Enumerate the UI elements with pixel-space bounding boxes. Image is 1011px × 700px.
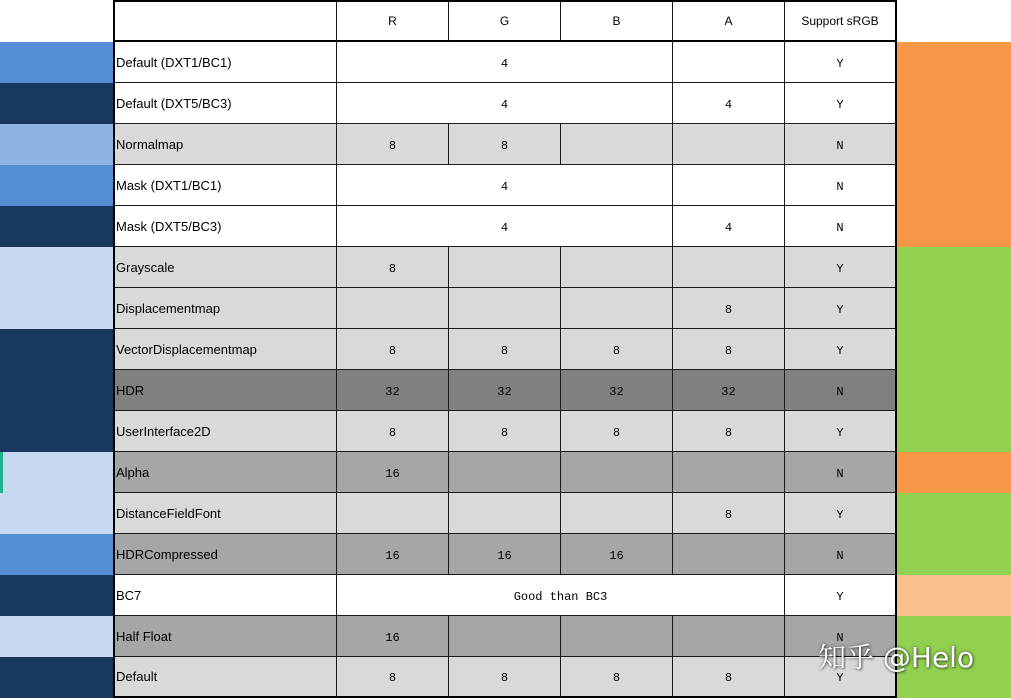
cell-support-srgb: Y bbox=[785, 42, 897, 83]
cell-g: 32 bbox=[449, 370, 561, 411]
cell-r: 16 bbox=[337, 452, 449, 493]
row-left-swatch bbox=[0, 288, 113, 329]
cell-b: 16 bbox=[561, 534, 673, 575]
row-right-swatch bbox=[897, 575, 1011, 616]
cell-b: 8 bbox=[561, 657, 673, 698]
row-right-swatch bbox=[897, 452, 1011, 493]
cell-a bbox=[673, 124, 785, 165]
row-right-swatch bbox=[897, 370, 1011, 411]
cell-g: 8 bbox=[449, 411, 561, 452]
row-left-swatch bbox=[0, 452, 113, 493]
cell-a bbox=[673, 42, 785, 83]
cell-g bbox=[449, 493, 561, 534]
row-right-swatch bbox=[897, 288, 1011, 329]
watermark: 知乎 @Helo bbox=[818, 641, 975, 674]
cell-support-srgb: N bbox=[785, 616, 897, 657]
row-right-swatch bbox=[897, 247, 1011, 288]
cell-rgba-merged: Good than BC3 bbox=[337, 575, 785, 616]
cell-r: 16 bbox=[337, 534, 449, 575]
cell-support-srgb: Y bbox=[785, 493, 897, 534]
cell-a bbox=[673, 247, 785, 288]
cell-b bbox=[561, 452, 673, 493]
cell-support-srgb: N bbox=[785, 452, 897, 493]
header-left-swatch bbox=[0, 0, 113, 42]
cell-r: 8 bbox=[337, 657, 449, 698]
cell-b bbox=[561, 288, 673, 329]
row-right-swatch bbox=[897, 329, 1011, 370]
cell-r: 8 bbox=[337, 247, 449, 288]
cell-support-srgb: Y bbox=[785, 575, 897, 616]
row-left-swatch bbox=[0, 165, 113, 206]
cell-a: 8 bbox=[673, 411, 785, 452]
row-label: DistanceFieldFont bbox=[113, 493, 337, 534]
cell-marker bbox=[0, 452, 3, 493]
cell-r: 8 bbox=[337, 124, 449, 165]
cell-support-srgb: Y bbox=[785, 411, 897, 452]
row-label: HDR bbox=[113, 370, 337, 411]
cell-support-srgb: N bbox=[785, 370, 897, 411]
row-label: Alpha bbox=[113, 452, 337, 493]
cell-g bbox=[449, 452, 561, 493]
row-label: Half Float bbox=[113, 616, 337, 657]
row-right-swatch bbox=[897, 124, 1011, 165]
header-a: A bbox=[673, 0, 785, 42]
header-g: G bbox=[449, 0, 561, 42]
cell-a: 8 bbox=[673, 288, 785, 329]
row-label: HDRCompressed bbox=[113, 534, 337, 575]
row-left-swatch bbox=[0, 247, 113, 288]
cell-a: 8 bbox=[673, 657, 785, 698]
row-label: VectorDisplacementmap bbox=[113, 329, 337, 370]
cell-r: 16 bbox=[337, 616, 449, 657]
row-left-swatch bbox=[0, 42, 113, 83]
cell-rgb-merged: 4 bbox=[337, 165, 673, 206]
cell-r bbox=[337, 288, 449, 329]
row-label: Default (DXT1/BC1) bbox=[113, 42, 337, 83]
cell-b: 32 bbox=[561, 370, 673, 411]
cell-support-srgb: N bbox=[785, 206, 897, 247]
row-label: BC7 bbox=[113, 575, 337, 616]
row-right-swatch bbox=[897, 42, 1011, 83]
row-right-swatch bbox=[897, 493, 1011, 534]
header-name-cell bbox=[113, 0, 337, 42]
row-right-swatch bbox=[897, 206, 1011, 247]
row-left-swatch bbox=[0, 83, 113, 124]
cell-g: 8 bbox=[449, 124, 561, 165]
cell-b bbox=[561, 616, 673, 657]
cell-a bbox=[673, 616, 785, 657]
row-left-swatch bbox=[0, 493, 113, 534]
cell-a bbox=[673, 165, 785, 206]
cell-g bbox=[449, 616, 561, 657]
header-r: R bbox=[337, 0, 449, 42]
cell-g bbox=[449, 247, 561, 288]
cell-a: 8 bbox=[673, 329, 785, 370]
row-label: Mask (DXT5/BC3) bbox=[113, 206, 337, 247]
cell-g: 8 bbox=[449, 329, 561, 370]
cell-a: 32 bbox=[673, 370, 785, 411]
header-support-srgb: Support sRGB bbox=[785, 0, 897, 42]
cell-r: 8 bbox=[337, 411, 449, 452]
cell-support-srgb: Y bbox=[785, 83, 897, 124]
header-right-swatch bbox=[897, 0, 1011, 42]
row-label: UserInterface2D bbox=[113, 411, 337, 452]
cell-b: 8 bbox=[561, 411, 673, 452]
cell-a bbox=[673, 452, 785, 493]
cell-support-srgb: N bbox=[785, 165, 897, 206]
cell-rgb-merged: 4 bbox=[337, 83, 673, 124]
row-left-swatch bbox=[0, 411, 113, 452]
cell-b: 8 bbox=[561, 329, 673, 370]
row-left-swatch bbox=[0, 616, 113, 657]
row-left-swatch bbox=[0, 370, 113, 411]
cell-a: 8 bbox=[673, 493, 785, 534]
row-right-swatch bbox=[897, 411, 1011, 452]
row-label: Grayscale bbox=[113, 247, 337, 288]
row-right-swatch bbox=[897, 83, 1011, 124]
cell-a bbox=[673, 534, 785, 575]
row-right-swatch bbox=[897, 534, 1011, 575]
row-label: Default (DXT5/BC3) bbox=[113, 83, 337, 124]
cell-a: 4 bbox=[673, 83, 785, 124]
row-left-swatch bbox=[0, 534, 113, 575]
row-left-swatch bbox=[0, 657, 113, 698]
row-left-swatch bbox=[0, 124, 113, 165]
cell-b bbox=[561, 493, 673, 534]
cell-rgb-merged: 4 bbox=[337, 42, 673, 83]
cell-support-srgb: Y bbox=[785, 329, 897, 370]
cell-rgb-merged: 4 bbox=[337, 206, 673, 247]
cell-r: 32 bbox=[337, 370, 449, 411]
cell-b bbox=[561, 124, 673, 165]
row-label: Displacementmap bbox=[113, 288, 337, 329]
row-left-swatch bbox=[0, 575, 113, 616]
row-left-swatch bbox=[0, 206, 113, 247]
cell-r: 8 bbox=[337, 329, 449, 370]
cell-b bbox=[561, 247, 673, 288]
cell-g: 16 bbox=[449, 534, 561, 575]
row-label: Default bbox=[113, 657, 337, 698]
cell-g bbox=[449, 288, 561, 329]
header-b: B bbox=[561, 0, 673, 42]
row-right-swatch bbox=[897, 165, 1011, 206]
cell-support-srgb: N bbox=[785, 124, 897, 165]
row-label: Mask (DXT1/BC1) bbox=[113, 165, 337, 206]
row-left-swatch bbox=[0, 329, 113, 370]
row-label: Normalmap bbox=[113, 124, 337, 165]
cell-g: 8 bbox=[449, 657, 561, 698]
cell-support-srgb: Y bbox=[785, 247, 897, 288]
cell-support-srgb: N bbox=[785, 534, 897, 575]
cell-support-srgb: Y bbox=[785, 657, 897, 698]
cell-a: 4 bbox=[673, 206, 785, 247]
cell-support-srgb: Y bbox=[785, 288, 897, 329]
cell-r bbox=[337, 493, 449, 534]
